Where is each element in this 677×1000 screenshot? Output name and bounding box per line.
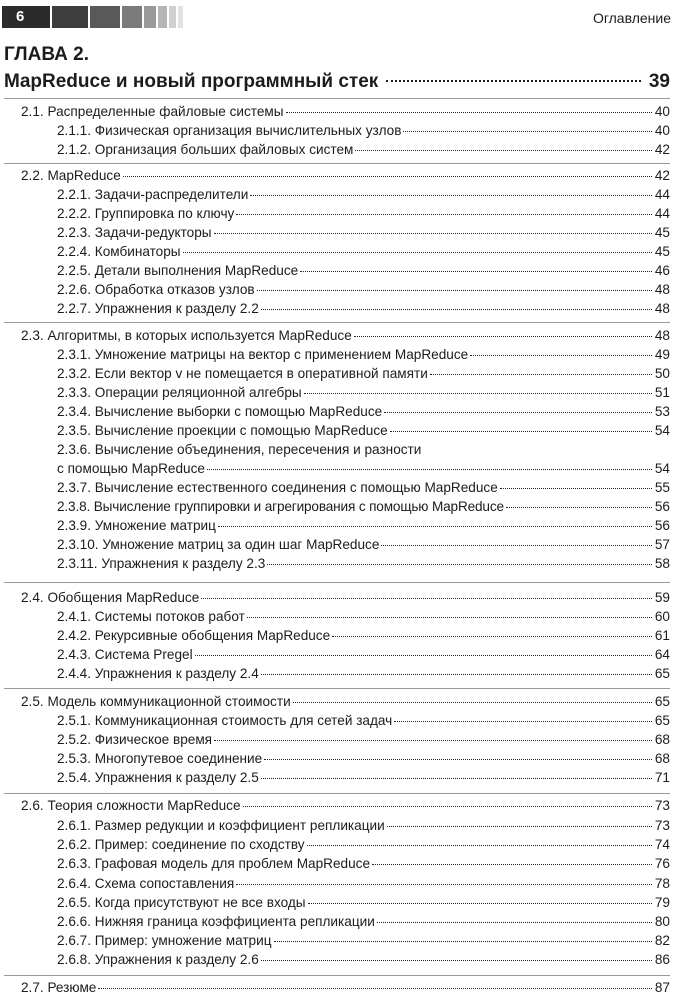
- toc-title: 2.5.1. Коммуникационная стоимость для сетей задач: [57, 713, 393, 728]
- toc-page: 46: [654, 263, 670, 278]
- dot-leader: [264, 759, 652, 760]
- dot-leader: [261, 778, 652, 779]
- toc-entry-2-4-1[interactable]: [57, 609, 670, 625]
- toc-page: 49: [654, 347, 670, 362]
- dot-leader: [261, 674, 652, 675]
- toc-title: 2.3.2. Если вектор v не помещается в оперативной памяти: [57, 366, 428, 381]
- toc-entry-2-6-6[interactable]: [57, 914, 670, 930]
- toc-entry-2-2-4[interactable]: [57, 244, 670, 260]
- toc-title: 2.6.5. Когда присутствуют не все входы: [57, 895, 306, 910]
- toc-page: 68: [654, 732, 670, 747]
- chapter-label: ГЛАВА 2.: [4, 44, 89, 65]
- header-decor-block: [122, 6, 142, 28]
- toc-title: 2.6.6. Нижняя граница коэффициента репликации: [57, 914, 375, 929]
- toc-title: с помощью MapReduce: [57, 461, 205, 476]
- toc-page: 73: [654, 798, 670, 813]
- toc-entry-2-5-4[interactable]: [57, 770, 670, 786]
- toc-page: 59: [654, 590, 670, 605]
- dot-leader: [236, 214, 652, 215]
- toc-page: 44: [654, 206, 670, 221]
- toc-page: 50: [654, 366, 670, 381]
- toc-entry-2-4[interactable]: [21, 590, 670, 606]
- toc-entry-2-3-4[interactable]: [57, 404, 670, 420]
- chapter-title-row[interactable]: [4, 70, 670, 94]
- toc-entry-2-2-6[interactable]: [57, 282, 670, 298]
- dot-leader: [381, 545, 651, 546]
- toc-title: 2.6.4. Схема сопоставления: [57, 876, 235, 891]
- toc-title: 2.3.1. Умножение матрицы на вектор с применением MapReduce: [57, 347, 469, 362]
- toc-page: 57: [654, 537, 670, 552]
- dot-leader: [214, 233, 652, 234]
- toc-title: 2.4.1. Системы потоков работ: [57, 609, 245, 624]
- toc-title: 2.1. Распределенные файловые системы: [21, 104, 284, 119]
- dot-leader: [506, 507, 652, 508]
- toc-page: 87: [654, 980, 670, 995]
- toc-page: 74: [654, 837, 670, 852]
- toc-page: 64: [654, 647, 670, 662]
- running-title: Оглавление: [592, 10, 671, 26]
- section-divider: [4, 688, 670, 689]
- toc-title: 2.3.4. Вычисление выборки с помощью MapReduce: [57, 404, 383, 419]
- chapter-title: MapReduce и новый программный стек: [4, 71, 379, 92]
- section-divider: [4, 98, 670, 99]
- dot-leader: [387, 826, 652, 827]
- toc-page: 42: [654, 142, 670, 157]
- toc-page: 48: [654, 301, 670, 316]
- toc-title: 2.7. Резюме: [21, 980, 97, 995]
- toc-entry-2-2[interactable]: [21, 168, 670, 184]
- toc-title: 2.6.7. Пример: умножение матриц: [57, 933, 272, 948]
- dot-leader: [274, 941, 652, 942]
- toc-entry-2-2-1[interactable]: [57, 187, 670, 203]
- dot-leader: [355, 150, 651, 151]
- toc-entry-2-5-2[interactable]: [57, 732, 670, 748]
- toc-page: 71: [654, 770, 670, 785]
- toc-page: 44: [654, 187, 670, 202]
- toc-page: 86: [654, 952, 670, 967]
- toc-entry-2-3-9[interactable]: [57, 518, 670, 534]
- toc-page: 56: [654, 518, 670, 533]
- toc-page: 73: [654, 818, 670, 833]
- toc-page: 48: [654, 328, 670, 343]
- dot-leader: [430, 374, 652, 375]
- toc-entry-2-3-6-line1[interactable]: 2.3.6. Вычисление объединения, пересечения и разности: [57, 442, 422, 457]
- toc-entry-2-3-1[interactable]: [57, 347, 670, 363]
- dot-leader: [286, 112, 652, 113]
- toc-entry-2-4-3[interactable]: [57, 647, 670, 663]
- dot-leader: [123, 176, 652, 177]
- toc-title: 2.3.8. Вычисление группировки и агрегирования с помощью MapReduce: [57, 499, 504, 514]
- toc-entry-2-6-3[interactable]: [57, 856, 670, 872]
- toc-page: 65: [654, 666, 670, 681]
- toc-entry-2-6-8[interactable]: [57, 952, 670, 968]
- dot-leader: [236, 884, 652, 885]
- dot-leader: [207, 469, 652, 470]
- dot-leader: [247, 617, 652, 618]
- toc-page: 58: [654, 556, 670, 571]
- toc-page: 82: [654, 933, 670, 948]
- dot-leader: [308, 903, 652, 904]
- toc-page: 61: [654, 628, 670, 643]
- dot-leader: [390, 431, 652, 432]
- section-divider: [4, 582, 670, 583]
- toc-entry-2-1-2[interactable]: [57, 142, 670, 158]
- toc-title: 2.6.1. Размер редукции и коэффициент репликации: [57, 818, 385, 833]
- toc-page: 79: [654, 895, 670, 910]
- toc-entry-2-6-7[interactable]: [57, 933, 670, 949]
- toc-title: 2.6.2. Пример: соединение по сходству: [57, 837, 305, 852]
- header-decor-block: [144, 6, 156, 28]
- toc-page: 65: [654, 694, 670, 709]
- toc-title: 2.2. MapReduce: [21, 168, 121, 183]
- toc-entry-2-2-3[interactable]: [57, 225, 670, 241]
- toc-title: 2.3.3. Операции реляционной алгебры: [57, 385, 302, 400]
- toc-entry-2-3-5[interactable]: [57, 423, 670, 439]
- dot-leader: [307, 845, 652, 846]
- toc-entry-2-2-5[interactable]: [57, 263, 670, 279]
- toc-entry-2-5-1[interactable]: [57, 713, 670, 729]
- chapter-page: 39: [648, 71, 670, 92]
- toc-title: 2.5.2. Физическое время: [57, 732, 213, 747]
- toc-entry-2-1[interactable]: [21, 104, 670, 120]
- toc-page: 53: [654, 404, 670, 419]
- dot-leader: [377, 922, 652, 923]
- toc-page: 65: [654, 713, 670, 728]
- toc-entry-2-3-2[interactable]: [57, 366, 670, 382]
- toc-entry-2-6-2[interactable]: [57, 837, 670, 853]
- toc-title: 2.5.4. Упражнения к разделу 2.5: [57, 770, 259, 785]
- toc-title: 2.6.8. Упражнения к разделу 2.6: [57, 952, 259, 967]
- toc-entry-2-6-5[interactable]: [57, 895, 670, 911]
- toc-entry-2-6[interactable]: [21, 798, 670, 814]
- toc-page: 80: [654, 914, 670, 929]
- toc-entry-2-3-6[interactable]: [57, 461, 670, 477]
- toc-entry-2-3-10[interactable]: [57, 537, 670, 553]
- toc-title: 2.3.7. Вычисление естественного соединения с помощью MapReduce: [57, 480, 498, 495]
- dot-leader: [261, 960, 652, 961]
- header-decor-block: [90, 6, 120, 28]
- section-divider: [4, 793, 670, 794]
- dot-leader: [300, 271, 652, 272]
- toc-entry-2-3-3[interactable]: [57, 385, 670, 401]
- dot-leader: [403, 131, 651, 132]
- dot-leader: [470, 355, 652, 356]
- toc-entry-2-1-1[interactable]: [57, 123, 670, 139]
- toc-title: 2.4.3. Система Pregel: [57, 647, 193, 662]
- toc-title: 2.2.5. Детали выполнения MapReduce: [57, 263, 299, 278]
- toc-title: 2.3.11. Упражнения к разделу 2.3: [57, 556, 266, 571]
- header-decor-block: [52, 6, 88, 28]
- toc-title: 2.1.2. Организация больших файловых систем: [57, 142, 354, 157]
- dot-leader: [500, 488, 652, 489]
- dot-leader: [384, 412, 652, 413]
- toc-entry-2-7[interactable]: [21, 980, 670, 996]
- toc-page: 56: [654, 499, 670, 514]
- toc-page: 55: [654, 480, 670, 495]
- toc-entry-2-6-1[interactable]: [57, 818, 670, 834]
- section-divider: [4, 163, 670, 164]
- dot-leader: [267, 564, 652, 565]
- header-decor-block: [158, 6, 167, 28]
- dot-leader: [98, 988, 652, 989]
- toc-page: 48: [654, 282, 670, 297]
- toc-title: 2.4.4. Упражнения к разделу 2.4: [57, 666, 259, 681]
- toc-page: 51: [654, 385, 670, 400]
- dot-leader: [354, 336, 652, 337]
- toc-title: 2.2.3. Задачи-редукторы: [57, 225, 212, 240]
- dot-leader: [218, 526, 652, 527]
- toc-title: 2.4. Обобщения MapReduce: [21, 590, 200, 605]
- toc-page: 60: [654, 609, 670, 624]
- toc-entry-2-3-11[interactable]: [57, 556, 670, 572]
- toc-title: 2.3.5. Вычисление проекции с помощью MapReduce: [57, 423, 388, 438]
- dot-leader: [201, 598, 652, 599]
- section-divider: [4, 322, 670, 323]
- toc-page: 68: [654, 751, 670, 766]
- toc-entry-2-5[interactable]: [21, 694, 670, 710]
- toc-entry-2-5-3[interactable]: [57, 751, 670, 767]
- toc-title: 2.3. Алгоритмы, в которых используется MapReduce: [21, 328, 352, 343]
- dot-leader: [250, 195, 652, 196]
- toc-page: 76: [654, 856, 670, 871]
- dot-leader: [293, 702, 652, 703]
- dot-leader: [372, 864, 652, 865]
- toc-entry-2-2-7[interactable]: [57, 301, 670, 317]
- toc-title: 2.5.3. Многопутевое соединение: [57, 751, 263, 766]
- header-decor-block: [169, 6, 176, 28]
- toc-page: 54: [654, 461, 670, 476]
- dot-leader: [257, 290, 652, 291]
- dot-leader: [304, 393, 652, 394]
- toc-page: 40: [654, 123, 670, 138]
- toc-page: 78: [654, 876, 670, 891]
- toc-title: 2.2.2. Группировка по ключу: [57, 206, 235, 221]
- toc-title: 2.2.7. Упражнения к разделу 2.2: [57, 301, 259, 316]
- toc-entry-2-4-4[interactable]: [57, 666, 670, 682]
- toc-title: 2.5. Модель коммуникационной стоимости: [21, 694, 291, 709]
- toc-title: 2.6.3. Графовая модель для проблем MapReduce: [57, 856, 371, 871]
- toc-entry-2-2-2[interactable]: [57, 206, 670, 222]
- toc-entry-2-3-8[interactable]: [57, 499, 670, 515]
- dot-leader: [183, 252, 652, 253]
- toc-title: 2.4.2. Рекурсивные обобщения MapReduce: [57, 628, 331, 643]
- section-divider: [4, 975, 670, 976]
- toc-entry-2-3-7[interactable]: [57, 480, 670, 496]
- page-header: [0, 0, 677, 30]
- dot-leader: [214, 740, 652, 741]
- dot-leader: [195, 655, 652, 656]
- toc-title: 2.2.4. Комбинаторы: [57, 244, 181, 259]
- toc-page: 45: [654, 244, 670, 259]
- toc-entry-2-3[interactable]: [21, 328, 670, 344]
- toc-title: 2.3.9. Умножение матриц: [57, 518, 216, 533]
- toc-page: 42: [654, 168, 670, 183]
- toc-entry-2-4-2[interactable]: [57, 628, 670, 644]
- dot-leader: [243, 806, 652, 807]
- toc-title: 2.1.1. Физическая организация вычислительных узлов: [57, 123, 402, 138]
- header-decor-block: [178, 6, 183, 28]
- dot-leader: [386, 80, 641, 82]
- dot-leader: [394, 721, 652, 722]
- toc-title: 2.3.10. Умножение матриц за один шаг MapReduce: [57, 537, 380, 552]
- toc-page: 40: [654, 104, 670, 119]
- toc-title: 2.2.6. Обработка отказов узлов: [57, 282, 255, 297]
- dot-leader: [261, 309, 652, 310]
- toc-page: 54: [654, 423, 670, 438]
- dot-leader: [332, 636, 652, 637]
- toc-page: 45: [654, 225, 670, 240]
- toc-entry-2-6-4[interactable]: [57, 876, 670, 892]
- page-number: 6: [2, 6, 50, 28]
- toc-title: 2.6. Теория сложности MapReduce: [21, 798, 241, 813]
- toc-title: 2.2.1. Задачи-распределители: [57, 187, 249, 202]
